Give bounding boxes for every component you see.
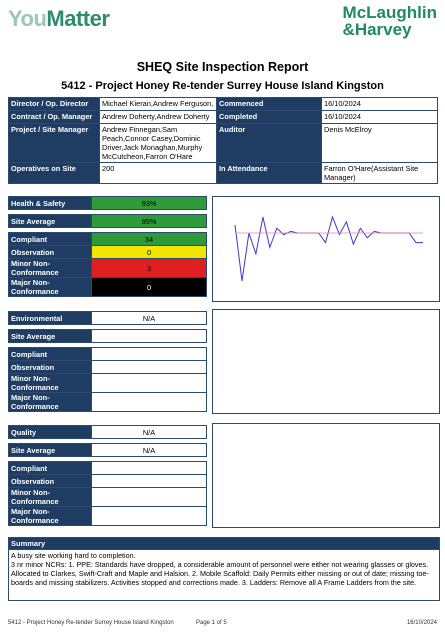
report-title: SHEQ Site Inspection Report [136, 60, 309, 74]
hs-observation-label: Observation [9, 246, 92, 259]
q-compliant-value [92, 462, 207, 475]
env-average-label: Site Average [9, 330, 92, 343]
env-observation-value [92, 361, 207, 374]
q-section-label: Quality [9, 426, 92, 439]
q-major-label: Major Non-Conformance [9, 507, 92, 526]
hs-major-value: 0 [92, 278, 207, 297]
auditor-value: Denis McElroy [322, 124, 438, 163]
project-label: Project / Site Manager [9, 124, 100, 163]
director-value: Michael Kieran,Andrew Ferguson, [100, 98, 217, 111]
commenced-value: 16/10/2024 [322, 98, 438, 111]
env-major-value [92, 393, 207, 412]
summary-line-1: A busy site working hard to completion. [11, 551, 136, 560]
env-section-label: Environmental [9, 312, 92, 325]
footer-page: Page 1 of 5 [196, 620, 227, 626]
env-major-label: Major Non-Conformance [9, 393, 92, 412]
env-minor-value [92, 374, 207, 393]
hs-compliant-value: 34 [92, 233, 207, 246]
hs-average-label: Site Average [9, 215, 92, 228]
q-minor-label: Minor Non-Conformance [9, 488, 92, 507]
project-value: Andrew Finnegan,Sam Peach,Connor Casey,Dominic Driver,Jack Monaghan,Murphy McCutcheon,Farron O'Hare [100, 124, 217, 163]
contract-label: Contract / Op. Manager [9, 111, 100, 124]
report-subtitle: 5412 - Project Honey Re-tender Surrey House Island Kingston [61, 80, 384, 92]
health-safety-scores [8, 196, 207, 297]
attendance-label: In Attendance [217, 163, 322, 184]
quality-chart-box [212, 423, 440, 528]
hs-section-label: Health & Safety [9, 197, 92, 210]
youmatter-logo: YouMatter [8, 6, 110, 31]
summary-body [8, 549, 440, 601]
q-minor-value [92, 488, 207, 507]
operatives-label: Operatives on Site [9, 163, 100, 184]
summary-line-2: 3 nr minor NCRs: 1. PPE: Standards have dropped, a considerable amount of personnel were either not wearing glasses or gloves. Allocated to Clarkes, Swift-Craft and Maple and Halsion. 2. Mobile Scaffold: Daily Permits either missing or out of date; missing toe-boards and missing stabilizers. Activities stopped and corrections made. 3. Ladders: Remove all A Frame Ladders from the site. [11, 560, 429, 587]
q-average-label: Site Average [9, 444, 92, 457]
hs-minor-label: Minor Non-Conformance [9, 259, 92, 278]
trend-chart-svg [213, 197, 439, 301]
auditor-label: Auditor [217, 124, 322, 163]
env-section-value: N/A [92, 312, 207, 325]
q-average-value: N/A [92, 444, 207, 457]
operatives-value: 200 [100, 163, 217, 184]
completed-value: 16/10/2024 [322, 111, 438, 124]
attendance-value: Farron O'Hare(Assistant Site Manager) [322, 163, 438, 184]
hs-major-label: Major Non-Conformance [9, 278, 92, 297]
q-major-value [92, 507, 207, 526]
env-average-value [92, 330, 207, 343]
q-observation-label: Observation [9, 475, 92, 488]
mclaughlin-harvey-logo: McLaughlin &Harvey [342, 3, 437, 39]
env-compliant-label: Compliant [9, 348, 92, 361]
hs-compliant-label: Compliant [9, 233, 92, 246]
hs-average-value: 95% [92, 215, 207, 228]
env-observation-label: Observation [9, 361, 92, 374]
footer-project: 5412 - Project Honey Re-tender Surrey House Island Kingston [8, 620, 174, 626]
hs-observation-value: 0 [92, 246, 207, 259]
quality-scores [8, 425, 207, 526]
env-minor-label: Minor Non-Conformance [9, 374, 92, 393]
hs-minor-value: 3 [92, 259, 207, 278]
q-section-value: N/A [92, 426, 207, 439]
completed-label: Completed [217, 111, 322, 124]
health-safety-trend-chart [212, 196, 440, 302]
hs-section-value: 93% [92, 197, 207, 210]
director-label: Director / Op. Director [9, 98, 100, 111]
commenced-label: Commenced [217, 98, 322, 111]
footer-date: 16/10/2024 [406, 620, 437, 626]
contract-value: Andrew Doherty,Andrew Doherty [100, 111, 217, 124]
q-observation-value [92, 475, 207, 488]
env-compliant-value [92, 348, 207, 361]
summary-header: Summary [8, 537, 440, 550]
environmental-scores [8, 311, 207, 412]
environmental-chart-box [212, 309, 440, 414]
q-compliant-label: Compliant [9, 462, 92, 475]
series-line-score [235, 217, 423, 281]
project-info-table [8, 97, 438, 184]
